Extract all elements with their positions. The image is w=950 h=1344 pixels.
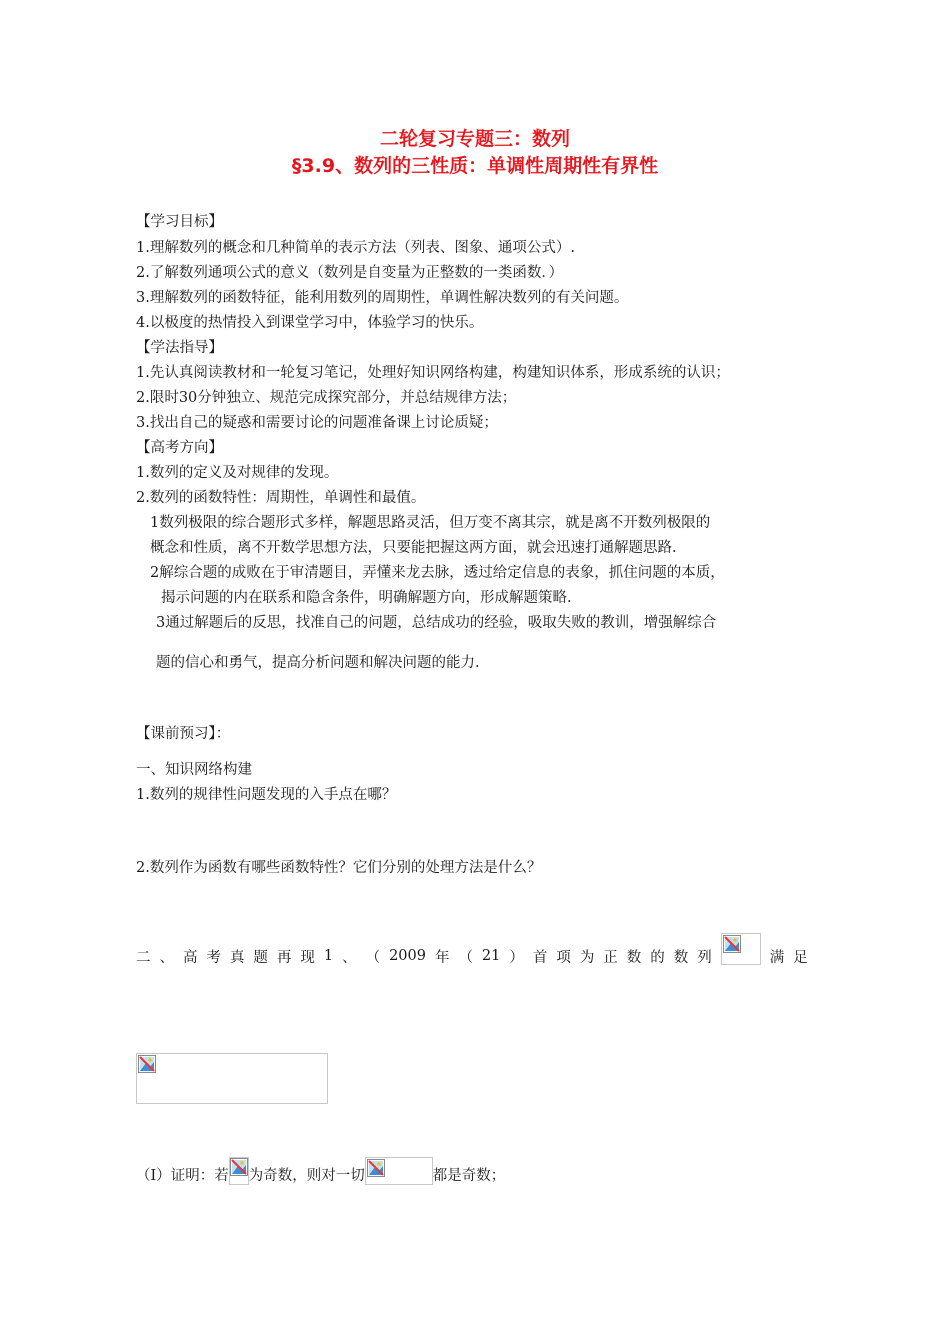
goal-item: 4.以极度的热情投入到课堂学习中，体验学习的快乐。 xyxy=(136,315,484,331)
token: 为 xyxy=(579,949,595,966)
token: 考 xyxy=(206,949,221,966)
broken-image-icon xyxy=(138,1055,156,1073)
formula-image xyxy=(721,933,761,965)
method-item: 3.找出自己的疑惑和需要讨论的问题准备课上讨论质疑； xyxy=(136,415,498,431)
token: 二 xyxy=(136,949,151,966)
doc-subtitle: §3.9、数列的三性质：单调性周期性有界性 xyxy=(291,155,659,177)
goal-item: 1.理解数列的概念和几种简单的表示方法（列表、图象、通项公式）. xyxy=(136,240,575,256)
token: 正 xyxy=(603,949,618,966)
tip-line: 3通过解题后的反思，找准自己的问题，总结成功的经验，吸取失败的教训，增强解综合 xyxy=(156,615,717,631)
token: 数 xyxy=(673,949,689,966)
tip-line: 题的信心和勇气，提高分析问题和解决问题的能力. xyxy=(156,655,480,671)
exam-item: 1.数列的定义及对规律的发现。 xyxy=(136,465,339,481)
formula-image xyxy=(365,1157,433,1185)
preview-heading: 【课前预习】： xyxy=(136,726,231,742)
token: 的 xyxy=(650,949,665,966)
proof-line xyxy=(136,1166,505,1186)
goal-item: 3.理解数列的函数特征，能利用数列的周期性，单调性解决数列的有关问题。 xyxy=(136,290,629,306)
token: ） xyxy=(509,949,524,966)
goals-heading: 【学习目标】 xyxy=(136,214,223,230)
proof-text: 为奇数，则对一切 xyxy=(248,1168,365,1184)
question-2: 2.数列作为函数有哪些函数特性？它们分别的处理方法是什么？ xyxy=(136,860,542,876)
token: （ xyxy=(458,949,473,966)
broken-image-icon xyxy=(367,1159,385,1177)
doc-title: 二轮复习专题三：数列 xyxy=(379,128,570,150)
broken-image-icon xyxy=(230,1158,248,1176)
token: 满 xyxy=(769,949,785,966)
tip-line: 揭示问题的内在联系和隐含条件，明确解题方向，形成解题策略. xyxy=(161,590,572,606)
token: 足 xyxy=(793,949,808,966)
token: 1 xyxy=(323,948,334,964)
token: 、 xyxy=(159,949,174,966)
token: 21 xyxy=(481,948,501,964)
token: 现 xyxy=(300,949,315,966)
goal-item: 2.了解数列通项公式的意义（数列是自变量为正整数的一类函数．） xyxy=(136,265,564,281)
token: 列 xyxy=(697,949,712,966)
formula-image xyxy=(136,1053,328,1104)
exam-heading: 【高考方向】 xyxy=(136,440,223,456)
formula-image xyxy=(229,1157,249,1185)
real-problem-line xyxy=(136,946,808,966)
token: 题 xyxy=(253,949,268,966)
tip-line: 1数列极限的综合题形式多样，解题思路灵活，但万变不离其宗，就是离不开数列极限的 xyxy=(150,515,711,531)
tip-line: 概念和性质，离不开数学思想方法，只要能把握这两方面，就会迅速打通解题思路. xyxy=(150,540,677,556)
token: （ xyxy=(365,949,381,966)
token: 首 xyxy=(532,949,548,966)
network-heading: 一、知识网络构建 xyxy=(136,762,252,778)
token: 再 xyxy=(276,949,292,966)
exam-item: 2.数列的函数特性：周期性，单调性和最值。 xyxy=(136,490,426,506)
token: 高 xyxy=(182,949,198,966)
token: 数 xyxy=(626,949,642,966)
question-1: 1.数列的规律性问题发现的入手点在哪？ xyxy=(136,787,397,803)
method-heading: 【学法指导】 xyxy=(136,340,223,356)
proof-text: （I）证明：若 xyxy=(136,1168,229,1184)
tip-line: 2解综合题的成败在于审清题目，弄懂来龙去脉，透过给定信息的表象，抓住问题的本质， xyxy=(150,565,725,581)
token: 年 xyxy=(434,949,450,966)
token: 真 xyxy=(229,949,245,966)
token: 、 xyxy=(342,949,357,966)
broken-image-icon xyxy=(723,935,741,953)
token: 项 xyxy=(556,949,571,966)
method-item: 1.先认真阅读教材和一轮复习笔记，处理好知识网络构建，构建知识体系，形成系统的认识； xyxy=(136,365,730,381)
proof-text: 都是奇数； xyxy=(432,1168,506,1184)
method-item: 2.限时30分钟独立、规范完成探究部分，并总结规律方法； xyxy=(136,390,517,406)
token: 2009 xyxy=(389,948,426,964)
